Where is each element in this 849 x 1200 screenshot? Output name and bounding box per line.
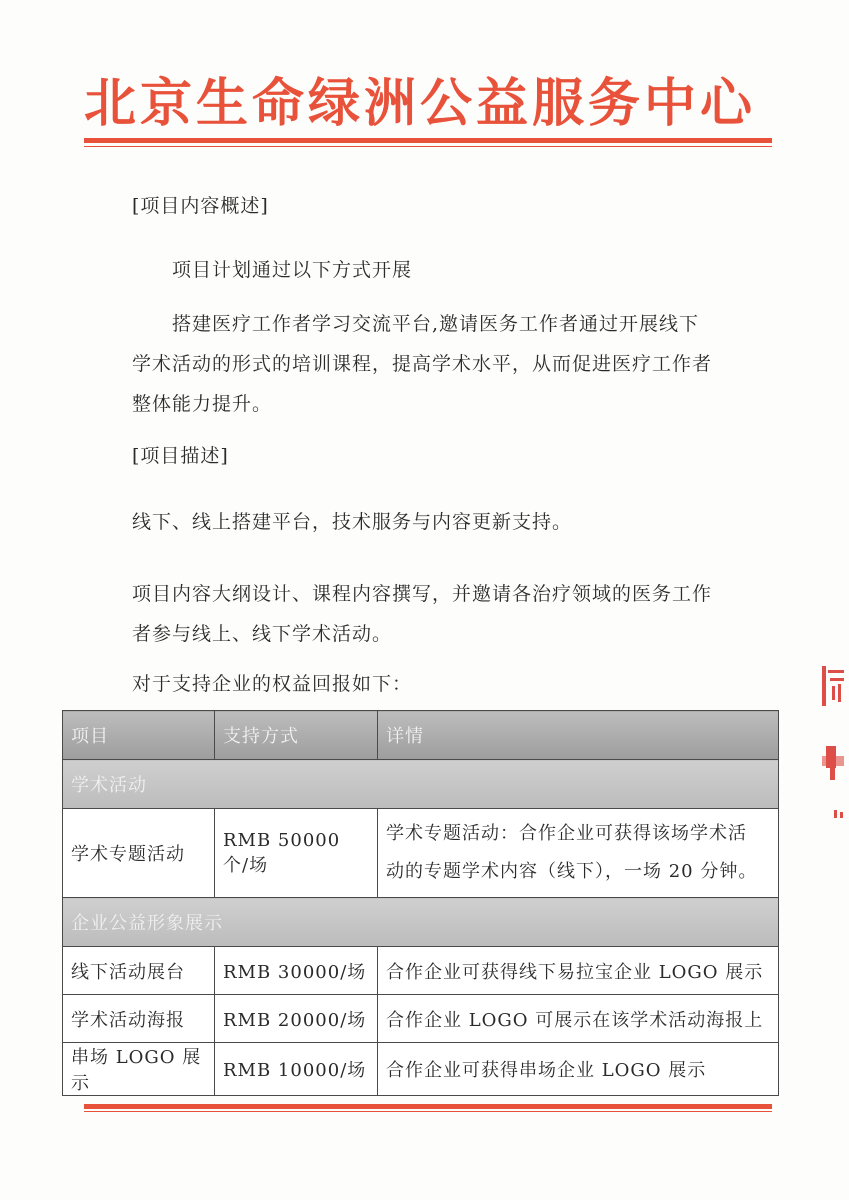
description-paragraph-2-line-2: 者参与线上、线下学术活动。 (132, 623, 393, 645)
description-paragraph-2-line-1: 项目内容大纲设计、课程内容撰写，并邀请各治疗领域的医务工作 (132, 583, 713, 605)
cell-price: RMB 20000/场 (215, 995, 378, 1043)
benefits-intro: 对于支持企业的权益回报如下： (132, 673, 413, 695)
cell-detail-line-2: 动的专题学术内容（线下），一场 20 分钟。 (386, 861, 758, 882)
letterhead-rule-thin (84, 146, 772, 147)
table-row (63, 809, 779, 898)
seal-stamp-edge (818, 660, 849, 860)
cell-price: RMB 10000/场 (215, 1043, 378, 1096)
overview-paragraph-line-1: 搭建医疗工作者学习交流平台,邀请医务工作者通过开展线下 (172, 313, 700, 335)
cell-item: 串场 LOGO 展示 (63, 1043, 215, 1096)
letterhead-rule (84, 138, 772, 143)
section-heading-overview: [项目内容概述] (132, 195, 269, 217)
table-row (63, 947, 779, 995)
cell-price: RMB 30000/场 (215, 947, 378, 995)
seal-stamp-graphic (818, 660, 849, 860)
cell-detail: 合作企业可获得串场企业 LOGO 展示 (378, 1043, 779, 1096)
header-cell-item: 项目 (63, 711, 215, 760)
overview-paragraph-line-3: 整体能力提升。 (132, 393, 273, 415)
header-cell-detail: 详情 (378, 711, 779, 760)
cell-price: RMB 50000 个/场 (215, 809, 378, 898)
cell-detail (378, 809, 779, 898)
cell-detail: 合作企业 LOGO 可展示在该学术活动海报上 (378, 995, 779, 1043)
description-paragraph-1: 线下、线上搭建平台，技术服务与内容更新支持。 (132, 511, 573, 533)
header-cell-support: 支持方式 (215, 711, 378, 760)
table-header-row (63, 711, 779, 760)
table-row (63, 1043, 779, 1096)
group-label-academic: 学术活动 (63, 760, 779, 809)
group-label-brand-display: 企业公益形象展示 (63, 898, 779, 947)
cell-detail-line-1: 学术专题活动：合作企业可获得该场学术活 (386, 823, 747, 844)
section-heading-description: [项目描述] (132, 445, 229, 467)
overview-paragraph-line-2: 学术活动的形式的培训课程，提高学术水平，从而促进医疗工作者 (132, 353, 713, 375)
overview-intro: 项目计划通过以下方式开展 (172, 259, 413, 281)
benefits-table (62, 710, 779, 1096)
cell-detail: 合作企业可获得线下易拉宝企业 LOGO 展示 (378, 947, 779, 995)
cell-item: 学术活动海报 (63, 995, 215, 1043)
cell-item: 学术专题活动 (63, 809, 215, 898)
footer-rule (84, 1104, 772, 1109)
letterhead-title: 北京生命绿洲公益服务中心 (84, 74, 757, 134)
table-row (63, 995, 779, 1043)
table-group-row (63, 898, 779, 947)
cell-item: 线下活动展台 (63, 947, 215, 995)
table-group-row (63, 760, 779, 809)
footer-rule-thin (84, 1111, 772, 1112)
